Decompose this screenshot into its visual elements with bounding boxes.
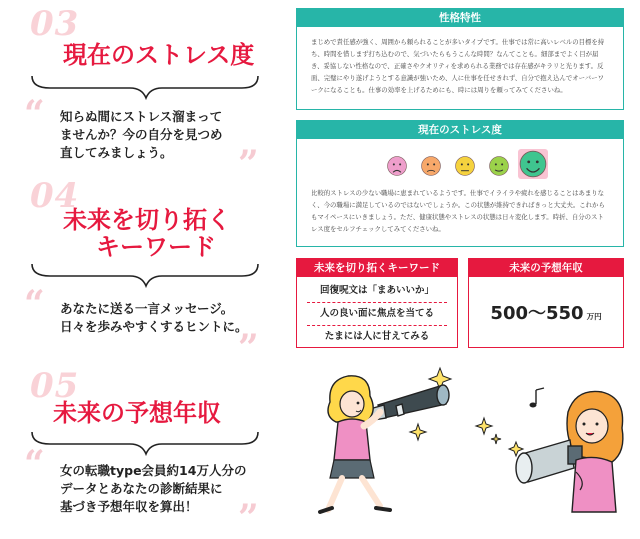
section-title-keyword-line2: キーワード	[96, 233, 216, 261]
neutral-face-icon	[454, 155, 476, 177]
curly-brace-divider	[30, 430, 260, 460]
salary-value: 500〜550	[490, 303, 584, 324]
open-quote-mark: “	[24, 443, 45, 485]
woman-with-megaphone-illustration	[476, 372, 636, 527]
keywords-card-title: 未来を切り拓くキーワード	[297, 259, 457, 277]
section-title-salary: 未来の予想年収	[53, 399, 221, 427]
stress-card-title: 現在のストレス度	[297, 121, 623, 139]
section-number-05: 05	[30, 366, 80, 406]
salary-value-row	[469, 299, 623, 325]
salary-unit: 万円	[586, 312, 602, 321]
section-number-04: 04	[30, 176, 80, 216]
keyword-item: 人の良い面に焦点を当てる	[307, 303, 447, 326]
personality-card-title: 性格特性	[297, 9, 623, 27]
section-description-salary: 女の転職type会員約14万人分の データとあなたの診断結果に 基づき予想年収を算出！	[60, 463, 247, 514]
open-quote-mark: “	[24, 93, 45, 135]
keyword-item: 回復呪文は「まあいいか」	[307, 280, 447, 303]
section-title-keyword-line1: 未来を切り拓く	[63, 206, 231, 234]
open-quote-mark: “	[24, 283, 45, 325]
personality-card-text: まじめで責任感が強く、周囲から頼られることが多いタイプです。仕事では常に高いレベルの目標を持ち、時間を惜しまず打ち込むので、気づいたらもうこんな時間？なんてことも。細部までよく目が届き、妥協しない性格なので、正確さやクオリティを求められる業務では存在感がキラリと光ります。反面、完璧にやり遂げようとする意識が強いため、人に仕事を任せきれず、自分で抱え込んでオーバーワークになることも。仕事の効率を上げるためにも、時には周りを頼ってみてくださいね。	[311, 38, 605, 94]
keyword-item: たまには人に甘えてみる	[324, 331, 430, 342]
close-quote-mark: ”	[238, 143, 259, 185]
very-stressed-face-icon	[386, 155, 408, 177]
stress-card-text: 比較的ストレスの少ない職場に恵まれているようです。仕事でイライラや疲れを感じることはあまりなく、今の職場に満足しているのではないでしょうか。この状態が維持できればきっと大丈夫。これからもマイペースにいきましょう。ただ、健康状態やストレスの状態は日々変化します。時折、自分のストレス度をセルフチェックしてみてくださいね。	[311, 189, 605, 233]
happy-face-icon	[518, 149, 548, 179]
stressed-face-icon	[420, 155, 442, 177]
close-quote-mark: ”	[238, 497, 259, 539]
stress-card	[296, 120, 624, 247]
section-number-03: 03	[30, 4, 80, 44]
personality-card	[296, 8, 624, 110]
salary-card	[468, 258, 624, 348]
keywords-card	[296, 258, 458, 348]
salary-card-title: 未来の予想年収	[469, 259, 623, 277]
woman-with-telescope-illustration	[300, 360, 470, 525]
curly-brace-divider	[30, 74, 260, 104]
stress-level-faces	[379, 149, 539, 183]
section-description-keyword: あなたに送る一言メッセージ。 日々を歩みやすくするヒントに。	[60, 301, 248, 334]
section-title-stress: 現在のストレス度	[63, 41, 255, 69]
close-quote-mark: ”	[238, 327, 259, 369]
section-description-stress: 知らぬ間にストレス溜まって ませんか？今の自分を見つめ 直してみましょう。	[60, 109, 223, 160]
relaxed-face-icon	[488, 155, 510, 177]
curly-brace-divider	[30, 262, 260, 292]
